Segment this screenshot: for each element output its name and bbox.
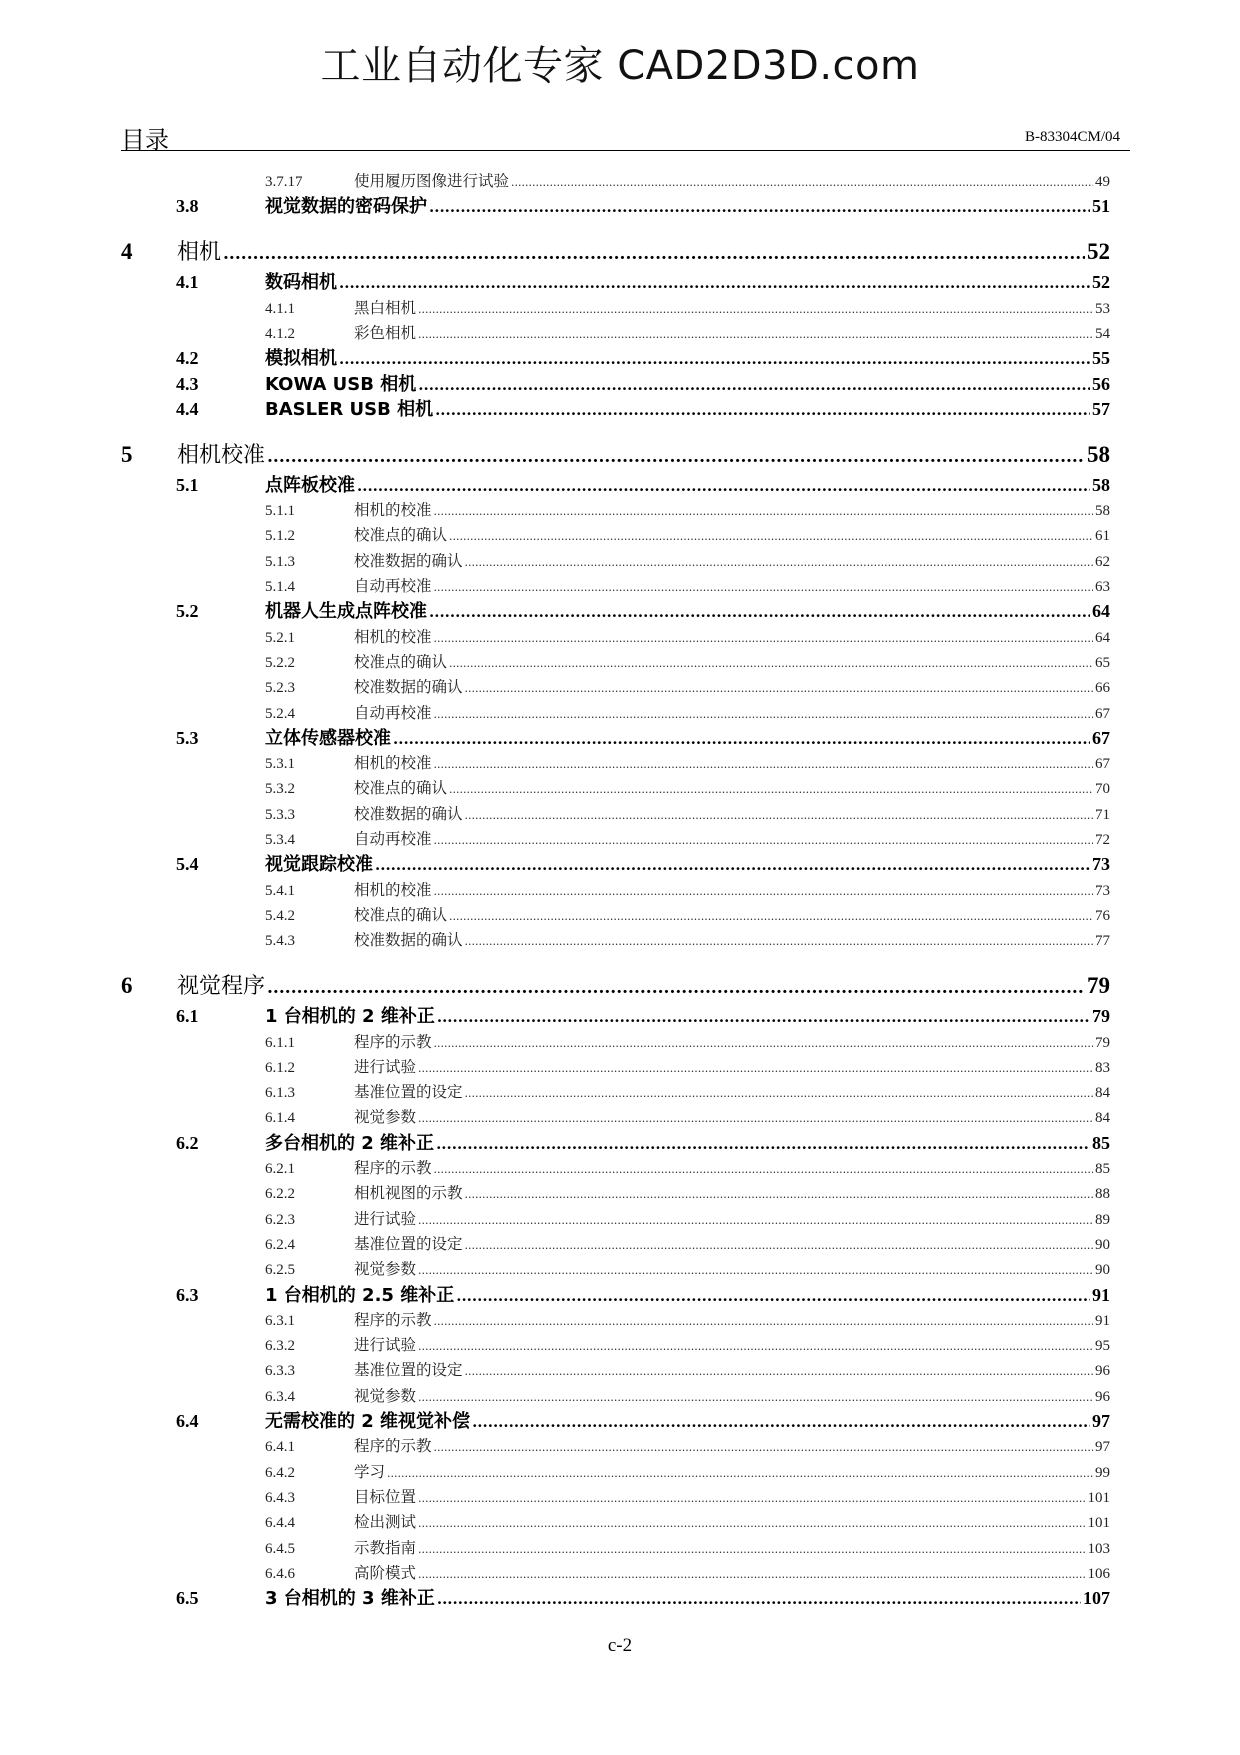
toc-entry-number: 5.2.2: [265, 654, 295, 671]
toc-entry-title: 程序的示教: [354, 1437, 432, 1456]
toc-entry-page: 73: [1092, 854, 1110, 875]
toc-entry-page: 96: [1095, 1363, 1110, 1380]
toc-entry-number: 6.1.4: [265, 1110, 295, 1127]
toc-entry-title: 校准数据的确认: [354, 804, 463, 823]
toc-leader-dots: [418, 1391, 1093, 1404]
toc-entry-number: 4.1.2: [265, 325, 295, 342]
toc-entry-title: 基准位置的设定: [354, 1234, 463, 1253]
toc-entry-title: 3 台相机的 3 维补正: [265, 1588, 435, 1610]
toc-entry-page: 85: [1095, 1161, 1110, 1177]
toc-entry-number: 5.2.4: [265, 705, 295, 722]
toc-leader-dots: [511, 176, 1093, 189]
watermark-title: 工业自动化专家 CAD2D3D.com: [320, 43, 920, 89]
toc-entry-number: 5.2.3: [265, 680, 295, 697]
toc-entry-title: 程序的示教: [354, 1159, 432, 1177]
toc-entry-page: 90: [1095, 1236, 1110, 1253]
toc-entry-page: 51: [1092, 196, 1110, 217]
toc-entry[interactable]: [176, 776, 1110, 798]
toc-entry[interactable]: [176, 192, 1110, 218]
toc-leader-dots: [449, 657, 1093, 670]
toc-entry-number: 6.2.2: [265, 1186, 295, 1203]
toc-entry-title: 视觉参数: [354, 1108, 417, 1127]
toc-leader-dots: [437, 1590, 1081, 1608]
toc-entry-page: 64: [1092, 601, 1110, 622]
toc-entry[interactable]: [121, 969, 1110, 1000]
toc-entry-page: 106: [1087, 1565, 1110, 1582]
toc-entry-page: 84: [1095, 1110, 1110, 1127]
toc-leader-dots: [429, 603, 1090, 621]
toc-entry-number: 6.1.1: [265, 1034, 295, 1051]
toc-entry-page: 67: [1095, 756, 1110, 773]
toc-entry[interactable]: [176, 370, 1110, 396]
toc-entry[interactable]: [176, 1030, 1110, 1052]
toc-entry-page: 95: [1095, 1338, 1110, 1355]
toc-entry-number: 6.5: [176, 1588, 199, 1609]
toc-leader-dots: [437, 1008, 1090, 1026]
toc-entry-title: 相机的校准: [354, 880, 432, 899]
toc-entry-number: 4.1: [176, 272, 199, 293]
toc-entry-number: 4.4: [176, 398, 199, 419]
toc-entry[interactable]: [176, 650, 1110, 672]
toc-entry-number: 5.1.1: [265, 503, 295, 520]
toc-leader-dots: [434, 834, 1093, 847]
toc-entry-number: 3.7.17: [265, 174, 303, 190]
toc-leader-dots: [434, 708, 1093, 721]
toc-entry-page: 67: [1092, 727, 1110, 748]
toc-entry[interactable]: [176, 1156, 1110, 1178]
toc-entry-page: 65: [1095, 654, 1110, 671]
toc-entry-page: 52: [1087, 239, 1110, 265]
toc-entry-number: 5.4: [176, 854, 199, 875]
toc-entry-title: 模拟相机: [265, 348, 337, 370]
toc-leader-dots: [465, 935, 1093, 948]
toc-leader-dots: [434, 505, 1093, 518]
toc-leader-dots: [339, 274, 1090, 292]
toc-entry-number: 6.2: [176, 1132, 199, 1153]
toc-leader-dots: [418, 1112, 1093, 1125]
toc-entry-page: 55: [1092, 348, 1110, 369]
toc-entry-page: 73: [1095, 882, 1110, 899]
toc-leader-dots: [472, 1413, 1090, 1431]
toc-entry-title: 示教指南: [354, 1538, 417, 1557]
toc-leader-dots: [418, 1214, 1093, 1227]
toc-entry-title: 视觉参数: [354, 1260, 417, 1279]
toc-entry-page: 57: [1092, 398, 1110, 419]
toc-entry[interactable]: [176, 549, 1110, 571]
toc-entry-title: 进行试验: [354, 1057, 417, 1076]
toc-entry-number: 5.1.3: [265, 553, 295, 570]
toc-entry-number: 6.1: [176, 1006, 199, 1027]
toc-entry-number: 5.1: [176, 474, 199, 495]
toc-entry-page: 97: [1095, 1439, 1110, 1456]
toc-entry-title: 彩色相机: [354, 323, 417, 342]
toc-entry[interactable]: [176, 1181, 1110, 1203]
toc-entry[interactable]: [176, 1080, 1110, 1102]
toc-entry-page: 58: [1087, 441, 1110, 467]
toc-entry-title: 自动再校准: [354, 577, 432, 595]
toc-leader-dots: [449, 783, 1093, 796]
toc-entry-title: 校准数据的确认: [354, 551, 463, 570]
toc-entry-title: 1 台相机的 2 维补正: [265, 1006, 435, 1028]
toc-entry-page: 62: [1095, 553, 1110, 570]
toc-leader-dots: [418, 328, 1093, 341]
toc-entry-number: 6.4.1: [265, 1439, 295, 1456]
toc-leader-dots: [418, 1543, 1085, 1556]
toc-entry-number: 5.3.1: [265, 756, 295, 773]
toc-leader-dots: [434, 758, 1093, 771]
toc-entry[interactable]: [176, 802, 1110, 824]
toc-leader-dots: [429, 198, 1090, 216]
toc-entry-number: 6: [121, 973, 133, 999]
toc-entry-title: 相机的校准: [354, 501, 432, 520]
toc-entry-title: 校准点的确认: [354, 779, 448, 798]
toc-leader-dots: [434, 1163, 1093, 1176]
toc-entry[interactable]: [176, 1561, 1110, 1583]
toc-entry[interactable]: [176, 169, 1110, 191]
toc-entry[interactable]: [176, 574, 1110, 596]
toc-entry-number: 5.4.2: [265, 907, 295, 924]
toc-entry-number: 4.1.1: [265, 300, 295, 317]
toc-entry[interactable]: [176, 675, 1110, 697]
toc-entry-title: 进行试验: [354, 1336, 417, 1355]
toc-entry-title: 立体传感器校准: [265, 727, 391, 749]
toc-entry[interactable]: [176, 1308, 1110, 1330]
toc-entry-page: 72: [1095, 832, 1110, 848]
toc-entry-number: 6.3.4: [265, 1388, 295, 1405]
toc-leader-dots: [267, 978, 1085, 998]
toc-entry[interactable]: [176, 296, 1110, 318]
toc-entry[interactable]: [176, 523, 1110, 545]
toc-entry-number: 5.3.3: [265, 806, 295, 823]
toc-entry[interactable]: [176, 1510, 1110, 1532]
toc-entry-title: 使用履历图像进行试验: [354, 172, 510, 190]
toc-leader-dots: [223, 244, 1085, 264]
toc-entry-number: 5.4.1: [265, 882, 295, 899]
toc-entry[interactable]: [176, 1232, 1110, 1254]
toc-entry-page: 63: [1095, 579, 1110, 595]
toc-leader-dots: [436, 1135, 1090, 1153]
toc-entry-number: 5.2.1: [265, 629, 295, 646]
toc-entry-number: 6.4.2: [265, 1464, 295, 1481]
toc-entry[interactable]: [176, 850, 1110, 876]
toc-entry-page: 88: [1095, 1186, 1110, 1203]
toc-entry-title: 相机: [177, 240, 222, 266]
toc-entry-number: 5.1.2: [265, 528, 295, 545]
toc-entry-page: 79: [1087, 973, 1110, 999]
toc-entry-page: 53: [1095, 300, 1110, 317]
toc-leader-dots: [465, 1365, 1093, 1378]
toc-entry-title: 黑白相机: [354, 298, 417, 317]
toc-entry-number: 5.3: [176, 727, 199, 748]
toc-entry-page: 70: [1095, 781, 1110, 798]
toc-leader-dots: [449, 530, 1093, 543]
toc-entry[interactable]: [176, 498, 1110, 520]
toc-entry-title: 校准数据的确认: [354, 931, 463, 950]
toc-entry-title: 基准位置的设定: [354, 1361, 463, 1380]
toc-entry[interactable]: [176, 597, 1110, 623]
toc-leader-dots: [418, 1340, 1093, 1353]
toc-leader-dots: [393, 730, 1090, 748]
toc-entry[interactable]: [176, 1584, 1110, 1610]
toc-leader-dots: [418, 303, 1093, 316]
toc-entry-title: 无需校准的 2 维视觉补偿: [265, 1411, 471, 1432]
toc-entry[interactable]: [176, 625, 1110, 647]
page-number-footer: c-2: [607, 1635, 633, 1656]
toc-entry-number: 4.2: [176, 348, 199, 369]
toc-entry-page: 96: [1095, 1388, 1110, 1405]
toc-entry-title: 视觉程序: [177, 974, 266, 1000]
toc-entry-page: 79: [1095, 1034, 1110, 1051]
toc-entry-page: 90: [1095, 1262, 1110, 1279]
toc-leader-dots: [465, 1239, 1093, 1252]
toc-entry[interactable]: [176, 701, 1110, 723]
toc-entry-number: 4: [121, 239, 133, 265]
toc-entry[interactable]: [176, 928, 1110, 950]
toc-entry-title: 相机的校准: [354, 627, 432, 646]
toc-entry-page: 49: [1095, 174, 1110, 190]
toc-entry-title: 视觉参数: [354, 1386, 417, 1405]
toc-entry[interactable]: [176, 1358, 1110, 1380]
toc-entry-number: 6.1.2: [265, 1059, 295, 1076]
toc-entry-number: 6.2.3: [265, 1211, 295, 1228]
toc-entry[interactable]: [176, 751, 1110, 773]
toc-entry-number: 6.3.3: [265, 1363, 295, 1380]
toc-entry-number: 5.2: [176, 601, 199, 622]
toc-entry[interactable]: [176, 395, 1110, 421]
toc-entry-page: 91: [1095, 1312, 1110, 1329]
toc-entry[interactable]: [176, 1485, 1110, 1507]
toc-leader-dots: [418, 1062, 1093, 1075]
toc-entry-title: 校准点的确认: [354, 652, 448, 671]
toc-entry-number: 5.3.2: [265, 781, 295, 798]
toc-leader-dots: [418, 1264, 1093, 1277]
toc-entry[interactable]: [176, 1207, 1110, 1229]
toc-entry-number: 5.1.4: [265, 579, 295, 595]
toc-entry-title: 多台相机的 2 维补正: [265, 1132, 435, 1154]
toc-entry-title: 程序的示教: [354, 1032, 432, 1051]
toc-entry-number: 5.4.3: [265, 933, 295, 950]
toc-entry[interactable]: [176, 1407, 1110, 1433]
toc-entry-number: 6.4.6: [265, 1565, 295, 1582]
toc-entry-title: 自动再校准: [354, 703, 432, 722]
toc-entry-page: 76: [1095, 907, 1110, 924]
toc-entry-page: 103: [1087, 1540, 1110, 1557]
toc-entry[interactable]: [176, 1105, 1110, 1127]
toc-entry[interactable]: [176, 724, 1110, 750]
toc-entry-page: 58: [1095, 503, 1110, 520]
toc-entry-title: 进行试验: [354, 1209, 417, 1228]
toc-leader-dots: [434, 1315, 1093, 1328]
toc-entry-page: 101: [1087, 1489, 1110, 1506]
toc-leader-dots: [418, 376, 1090, 394]
toc-leader-dots: [339, 350, 1090, 368]
toc-entry-title: 相机视图的示教: [354, 1184, 463, 1203]
toc-leader-dots: [435, 401, 1090, 419]
toc-entry-number: 6.4.3: [265, 1489, 295, 1506]
toc-entry-page: 66: [1095, 680, 1110, 697]
toc-entry-title: 数码相机: [265, 272, 337, 294]
toc-entry-title: 点阵板校准: [265, 474, 355, 496]
toc-leader-dots: [434, 632, 1093, 645]
toc-entry-number: 6.2.4: [265, 1236, 295, 1253]
toc-entry-number: 6.4.5: [265, 1540, 295, 1557]
toc-entry[interactable]: [176, 471, 1110, 497]
toc-leader-dots: [465, 556, 1093, 569]
toc-entry-page: 79: [1092, 1006, 1110, 1027]
toc-entry-page: 89: [1095, 1211, 1110, 1228]
toc-entry-title: 相机的校准: [354, 754, 432, 773]
toc-entry-title: 视觉数据的密码保护: [265, 196, 427, 218]
toc-leader-dots: [357, 477, 1090, 495]
toc-entry-title: 基准位置的设定: [354, 1083, 463, 1102]
toc-entry-page: 91: [1092, 1284, 1110, 1305]
toc-entry-page: 67: [1095, 705, 1110, 722]
toc-leader-dots: [418, 1568, 1085, 1581]
toc-entry-page: 61: [1095, 528, 1110, 545]
toc-entry[interactable]: [176, 1460, 1110, 1482]
toc-entry-title: 视觉跟踪校准: [265, 854, 373, 876]
header-doc-number: B-83304CM/04: [1024, 129, 1120, 145]
toc-leader-dots: [387, 1467, 1093, 1480]
toc-entry[interactable]: [176, 1129, 1110, 1155]
toc-leader-dots: [375, 856, 1090, 874]
toc-entry-title: 高阶模式: [354, 1563, 417, 1582]
toc-entry-page: 54: [1095, 325, 1110, 342]
toc-entry-title: 1 台相机的 2.5 维补正: [265, 1284, 455, 1306]
toc-entry[interactable]: [176, 878, 1110, 900]
toc-entry-title: 机器人生成点阵校准: [265, 601, 427, 623]
toc-entry-page: 107: [1083, 1588, 1110, 1609]
toc-entry-title: 检出测试: [354, 1513, 417, 1532]
toc-leader-dots: [434, 1441, 1093, 1454]
toc-entry-number: 6.3.2: [265, 1338, 295, 1355]
toc-entry[interactable]: [176, 1257, 1110, 1279]
toc-entry-number: 6.1.3: [265, 1085, 295, 1102]
toc-leader-dots: [449, 910, 1093, 923]
toc-entry-page: 85: [1092, 1132, 1110, 1153]
toc-entry-number: 6.4.4: [265, 1515, 295, 1532]
toc-leader-dots: [465, 809, 1093, 822]
toc-entry-title: 相机校准: [177, 442, 266, 468]
toc-entry-page: 83: [1095, 1059, 1110, 1076]
toc-entry[interactable]: [176, 903, 1110, 925]
toc-entry-page: 52: [1092, 272, 1110, 293]
toc-leader-dots: [434, 1037, 1093, 1050]
toc-entry[interactable]: [176, 321, 1110, 343]
toc-entry-title: 目标位置: [354, 1487, 417, 1506]
toc-entry-title: 自动再校准: [354, 830, 432, 848]
toc-entry[interactable]: [121, 235, 1110, 266]
toc-entry-title: 程序的示教: [354, 1310, 432, 1329]
toc-leader-dots: [465, 682, 1093, 695]
toc-entry-number: 6.3.1: [265, 1312, 295, 1329]
toc-entry-number: 5.3.4: [265, 832, 295, 848]
toc-entry-page: 101: [1087, 1515, 1110, 1532]
toc-entry[interactable]: [176, 1434, 1110, 1456]
toc-entry[interactable]: [121, 438, 1110, 469]
toc-leader-dots: [465, 1087, 1093, 1100]
toc-leader-dots: [418, 1517, 1085, 1530]
toc-entry-page: 58: [1092, 474, 1110, 495]
toc-entry-title: 校准点的确认: [354, 905, 448, 924]
toc-entry[interactable]: [176, 344, 1110, 370]
header-section-title: 目录: [121, 126, 169, 154]
toc-entry-number: 3.8: [176, 196, 199, 217]
toc-entry-number: 6.4: [176, 1411, 199, 1431]
toc-leader-dots: [434, 581, 1093, 594]
toc-entry[interactable]: [176, 1333, 1110, 1355]
toc-entry[interactable]: [176, 1281, 1110, 1307]
toc-entry-page: 99: [1095, 1464, 1110, 1481]
toc-entry-number: 6.3: [176, 1284, 199, 1305]
toc-leader-dots: [456, 1287, 1090, 1305]
toc-entry-number: 5: [121, 441, 133, 467]
toc-entry-page: 84: [1095, 1085, 1110, 1102]
toc-entry[interactable]: [176, 827, 1110, 849]
toc-leader-dots: [418, 1492, 1085, 1505]
toc-entry-title: 校准数据的确认: [354, 678, 463, 697]
toc-entry[interactable]: [176, 1055, 1110, 1077]
toc-entry-number: 4.3: [176, 373, 199, 394]
toc-entry-page: 97: [1092, 1411, 1110, 1431]
toc-entry-page: 56: [1092, 373, 1110, 394]
toc-entry-title: 学习: [354, 1462, 386, 1481]
toc-entry-title: BASLER USB 相机: [265, 398, 434, 420]
toc-entry-title: KOWA USB 相机: [265, 373, 417, 395]
toc-entry-title: 校准点的确认: [354, 526, 448, 545]
toc-entry-page: 77: [1095, 933, 1110, 950]
toc-entry-page: 71: [1095, 806, 1110, 823]
toc-entry-number: 6.2.1: [265, 1161, 295, 1177]
toc-entry-number: 6.2.5: [265, 1262, 295, 1279]
toc-leader-dots: [465, 1188, 1093, 1201]
toc-entry-page: 64: [1095, 629, 1110, 646]
toc-leader-dots: [434, 885, 1093, 898]
toc-entry[interactable]: [176, 1384, 1110, 1406]
toc-entry[interactable]: [176, 268, 1110, 294]
toc-entry[interactable]: [176, 1536, 1110, 1558]
toc-leader-dots: [267, 447, 1085, 467]
toc-entry[interactable]: [176, 1002, 1110, 1028]
